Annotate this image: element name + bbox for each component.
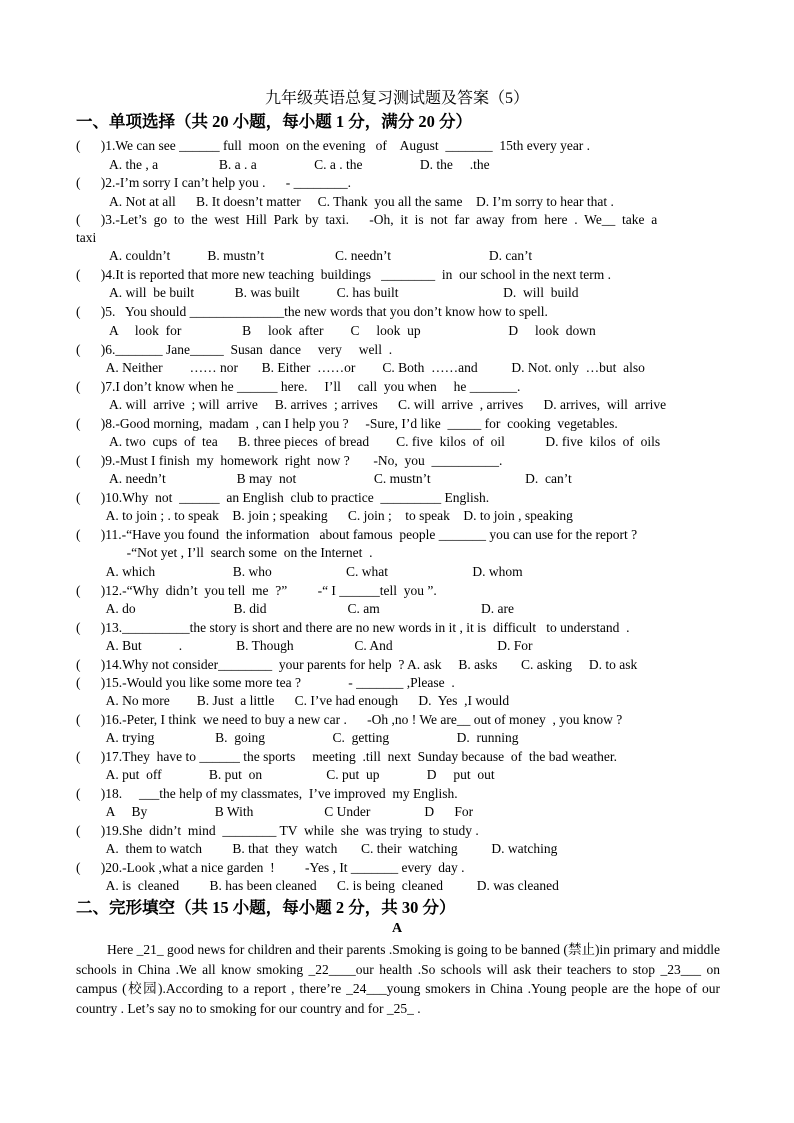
question-line: ( )20.-Look ,what a nice garden ! -Yes , It _______ every day . bbox=[76, 860, 465, 875]
question-line: A. them to watch B. that they watch C. their watching D. watching bbox=[76, 841, 558, 856]
section-heading-single-choice: 一、单项选择（共 20 小题，每小题 1 分，满分 20 分） bbox=[76, 112, 472, 131]
question-line: A. put off B. put on C. put up D put out bbox=[76, 767, 495, 782]
question-line: A. Neither …… nor B. Either ……or C. Both ……and D. Not. only …but also bbox=[76, 360, 645, 375]
cloze-paragraph bbox=[76, 940, 720, 1018]
question-line: ( )17.They have to ______ the sports meeting .till next Sunday because of the bad weather. bbox=[76, 749, 617, 764]
question-line: A. will be built B. was built C. has built D. will build bbox=[76, 285, 579, 300]
question-line: ( )7.I don’t know when he ______ here. I’ll call you when he _______. bbox=[76, 379, 521, 394]
question-line: ( )15.-Would you like some more tea ? - _______ ,Please . bbox=[76, 675, 455, 690]
question-line: A. is cleaned B. has been cleaned C. is being cleaned D. was cleaned bbox=[76, 878, 559, 893]
section-heading-cloze: 二、完形填空（共 15 小题，每小题 2 分，共 30 分） bbox=[76, 898, 456, 917]
question-line: ( )16.-Peter, I think we need to buy a new car . -Oh ,no ! We are__ out of money , you know ? bbox=[76, 712, 623, 727]
question-line: A By B With C Under D For bbox=[76, 804, 474, 819]
question-line: A. the , a B. a . a C. a . the D. the .the bbox=[76, 157, 490, 172]
question-line: A. trying B. going C. getting D. running bbox=[76, 730, 519, 745]
cloze-paragraph-text: Here _21_ good news for children and their parents .Smoking is going to be banned (禁止)in primary and middle schools in China .We all know smoking _22____our health .So schools will ask their teachers to stop _23___ on campus (校园).According to a report , there’re _24___young smokers in China .Young people are the hope of our country . Let’s say no to smoking for our country and for _25_ . bbox=[76, 942, 720, 1016]
question-line: ( )9.-Must I finish my homework right now ? -No, you __________. bbox=[76, 453, 503, 468]
question-line: A. do B. did C. am D. are bbox=[76, 601, 514, 616]
question-line: ( )4.It is reported that more new teaching buildings ________ in our school in the next term . bbox=[76, 267, 612, 282]
question-line: ( )2.-I’m sorry I can’t help you . - ________. bbox=[76, 175, 351, 190]
question-line: -“Not yet , I’ll search some on the Internet . bbox=[76, 545, 373, 560]
question-line: A. will arrive ; will arrive B. arrives ; arrives C. will arrive , arrives D. arrives, will arrive bbox=[76, 397, 667, 412]
question-line: A. which B. who C. what D. whom bbox=[76, 564, 523, 579]
question-line: ( )6._______ Jane_____ Susan dance very well . bbox=[76, 342, 393, 357]
question-line: ( )14.Why not consider________ your parents for help ? A. ask B. asks C. asking D. to ask bbox=[76, 657, 638, 672]
question-line: ( )13.__________the story is short and there are no new words in it , it is difficult to understand . bbox=[76, 620, 630, 635]
page-title: 九年级英语总复习测试题及答案（5） bbox=[264, 90, 529, 107]
question-line: A. to join ; . to speak B. join ; speaking C. join ; to speak D. to join , speaking bbox=[76, 508, 573, 523]
question-line: ( )8.-Good morning, madam , can I help you ? -Sure, I’d like _____ for cooking vegetables. bbox=[76, 416, 618, 431]
question-line: A. No more B. Just a little C. I’ve had enough D. Yes ,I would bbox=[76, 693, 510, 708]
question-line: ( )3.-Let’s go to the west Hill Park by taxi. -Oh, it is not far away from here . We__ take a bbox=[76, 212, 658, 227]
question-line: ( )1.We can see ______ full moon on the evening of August _______ 15th every year . bbox=[76, 138, 591, 153]
question-line: A. couldn’t B. mustn’t C. needn’t D. can’t bbox=[76, 248, 533, 263]
question-line: taxi bbox=[76, 230, 97, 245]
question-line: A. two cups of tea B. three pieces of bread C. five kilos of oil D. five kilos of oils bbox=[76, 434, 661, 449]
cloze-part-label: A bbox=[391, 921, 403, 936]
question-line: A. But . B. Though C. And D. For bbox=[76, 638, 533, 653]
question-line: ( )10.Why not ______ an English club to practice _________ English. bbox=[76, 490, 490, 505]
question-line: A. needn’t B may not C. mustn’t D. can’t bbox=[76, 471, 572, 486]
question-line: ( )5. You should ______________the new words that you don’t know how to spell. bbox=[76, 304, 548, 319]
question-line: ( )11.-“Have you found the information about famous people _______ you can use for the report ? bbox=[76, 527, 638, 542]
question-line: A. Not at all B. It doesn’t matter C. Thank you all the same D. I’m sorry to hear that . bbox=[76, 194, 614, 209]
question-line: ( )18. ___the help of my classmates, I’ve improved my English. bbox=[76, 786, 458, 801]
question-line: ( )12.-“Why didn’t you tell me ?” -“ I ______tell you ”. bbox=[76, 583, 437, 598]
question-line: A look for B look after C look up D look down bbox=[76, 323, 596, 338]
question-line: ( )19.She didn’t mind ________ TV while she was trying to study . bbox=[76, 823, 479, 838]
